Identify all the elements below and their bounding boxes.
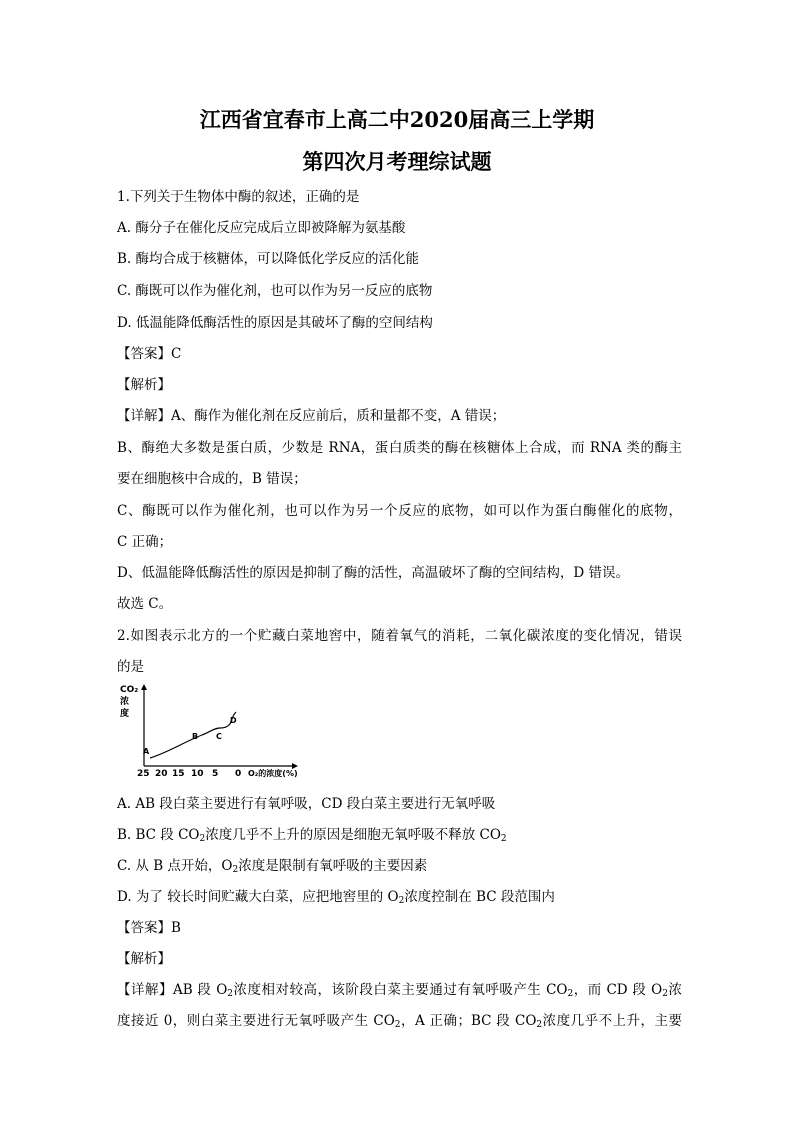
q2-detail-line <box>117 978 682 999</box>
text-run: 浓度几乎不上升，主要 <box>542 1013 682 1029</box>
x-tick-label: 0 <box>235 769 242 779</box>
subscript: 2 <box>232 865 239 875</box>
q2-stem-line1: 2.如图表示北方的一个贮藏白菜地窖中，随着氧气的消耗，二氧化碳浓度的变化情况，错误 <box>117 628 682 644</box>
point-label-b: B <box>192 732 199 741</box>
subscript: 2 <box>199 834 206 844</box>
x-tick-label: 15 <box>172 769 185 779</box>
q1-analysis-heading: 【解析】 <box>117 377 171 393</box>
q2-option-c <box>117 854 682 875</box>
subscript: 2 <box>536 1020 543 1030</box>
text-run: 度接近 0，则白菜主要进行无氧呼吸产生 CO <box>117 1013 395 1029</box>
x-tick-label: 10 <box>191 769 204 779</box>
text-run: 浓度几乎不上升的原因是细胞无氧呼吸不释放 CO <box>205 827 501 843</box>
q1-detail-line: D、低温能降低酶活性的原因是抑制了酶的活性，高温破坏了酶的空间结构，D 错误。 <box>117 565 629 581</box>
q2-answer: 【答案】B <box>117 920 181 936</box>
text-run: 浓度是限制有氧呼吸的主要因素 <box>238 858 428 874</box>
co2-concentration-graph <box>114 680 304 780</box>
q1-answer: 【答案】C <box>117 346 182 362</box>
subscript: 2 <box>394 1020 401 1030</box>
y-axis-label: 度 <box>120 709 130 719</box>
text-run: D. 为了 较长时间贮藏大白菜，应把地窖里的 O <box>117 889 399 905</box>
text-run: 浓 <box>668 982 682 998</box>
y-axis-arrow <box>141 684 147 690</box>
subscript: 2 <box>227 989 233 999</box>
point-label-a: A <box>143 747 150 756</box>
q2-option-b <box>117 823 682 844</box>
text-run: 浓度控制在 BC 段范围内 <box>404 889 555 905</box>
q1-option-a: A. 酶分子在催化反应完成后立即被降解为氨基酸 <box>117 220 406 236</box>
y-axis-label: CO₂ <box>120 685 139 695</box>
q1-option-d: D. 低温能降低酶活性的原因是其破坏了酶的空间结构 <box>117 315 433 331</box>
x-tick-label: 5 <box>212 769 219 779</box>
subscript: 2 <box>662 989 668 999</box>
x-tick-label: 20 <box>155 769 168 779</box>
text-run: ，而 CD 段 O <box>573 982 663 998</box>
text-run: B. BC 段 CO <box>117 827 200 843</box>
q1-detail-line: C 正确； <box>117 534 173 550</box>
text-run: 【详解】AB 段 O <box>117 982 228 998</box>
page-title-line2: 第四次月考理综试题 <box>302 149 492 174</box>
q1-detail-line: C、酶既可以作为催化剂，也可以作为另一个反应的底物，如可以作为蛋白酶催化的底物， <box>117 503 682 519</box>
x-tick-label: 25 <box>137 769 150 779</box>
point-label-c: C <box>216 732 222 741</box>
text-run: ，A 正确；BC 段 CO <box>400 1013 537 1029</box>
q2-option-a: A. AB 段白菜主要进行有氧呼吸，CD 段白菜主要进行无氧呼吸 <box>117 796 496 812</box>
subscript: 2 <box>567 989 574 999</box>
x-axis-label: O₂的浓度(%) <box>248 769 298 778</box>
q2-detail-line <box>117 1009 682 1030</box>
q1-detail-line: 要在细胞核中合成的，B 错误； <box>117 471 307 487</box>
page-title-line1: 江西省宜春市上高二中2020届高三上学期 <box>199 107 595 132</box>
y-axis-label: 浓 <box>120 697 130 707</box>
point-label-d: D <box>230 716 237 725</box>
q2-analysis-heading: 【解析】 <box>117 951 171 967</box>
q1-option-c: C. 酶既可以作为催化剂，也可以作为另一反应的底物 <box>117 283 433 299</box>
q2-stem-line2: 的是 <box>117 659 144 675</box>
q2-option-d <box>117 885 682 906</box>
subscript: 2 <box>398 896 405 906</box>
q1-option-b: B. 酶均合成于核糖体，可以降低化学反应的活化能 <box>117 251 420 267</box>
q1-detail-line: 【详解】A、酶作为催化剂在反应前后，质和量都不变，A 错误； <box>117 408 506 424</box>
text-run: 浓度相对较高，该阶段白菜主要通过有氧呼吸产生 CO <box>233 982 568 998</box>
subscript: 2 <box>500 834 507 844</box>
text-run: C. 从 B 点开始，O <box>117 858 233 874</box>
q1-detail-line: B、酶绝大多数是蛋白质，少数是 RNA，蛋白质类的酶在核糖体上合成，而 RNA 类的酶主 <box>117 440 682 456</box>
q1-stem: 1.下列关于生物体中酶的叙述，正确的是 <box>117 189 360 205</box>
q1-detail-line: 故选 C。 <box>117 596 173 612</box>
